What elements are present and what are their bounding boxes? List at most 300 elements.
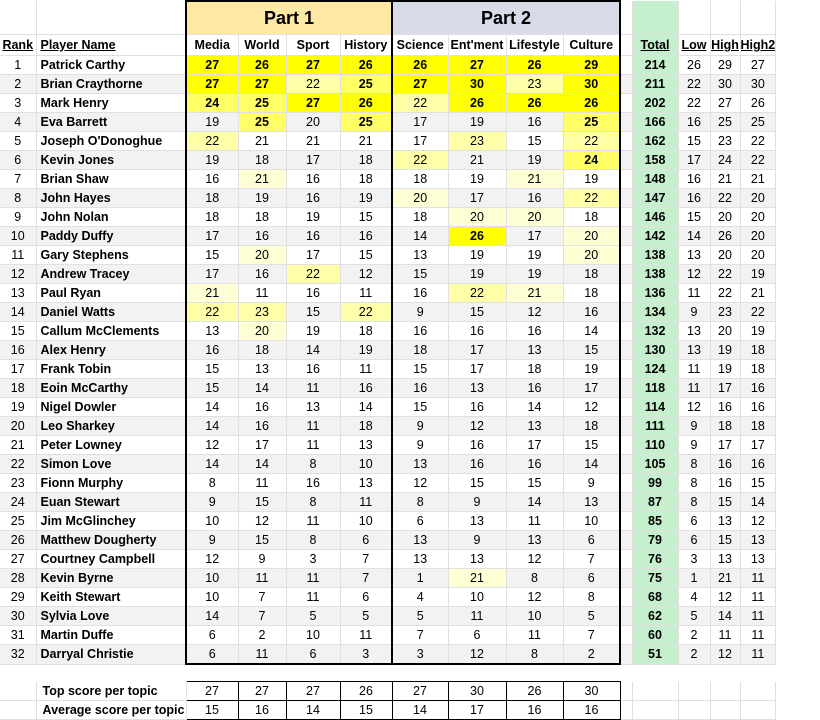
rank-cell[interactable]: 18 — [0, 379, 36, 398]
score-cell-lifestyle[interactable]: 8 — [506, 569, 563, 588]
score-cell-sport[interactable]: 13 — [286, 398, 340, 417]
empty-cell[interactable] — [632, 701, 678, 720]
score-cell-world[interactable]: 23 — [238, 303, 286, 322]
score-cell-lifestyle[interactable]: 21 — [506, 170, 563, 189]
score-cell-science[interactable]: 20 — [392, 189, 448, 208]
score-cell-sport[interactable]: 5 — [286, 607, 340, 626]
empty-cell[interactable] — [620, 341, 632, 360]
high-cell[interactable]: 16 — [710, 398, 740, 417]
score-cell-history[interactable]: 7 — [340, 550, 392, 569]
empty-cell[interactable] — [620, 1, 632, 35]
score-cell-science[interactable]: 4 — [392, 588, 448, 607]
low-cell[interactable]: 6 — [678, 512, 710, 531]
score-cell-media[interactable]: 24 — [186, 94, 238, 113]
score-cell-culture[interactable]: 24 — [563, 151, 620, 170]
score-cell-lifestyle[interactable]: 19 — [506, 151, 563, 170]
score-cell-lifestyle[interactable]: 16 — [506, 189, 563, 208]
high2-cell[interactable]: 18 — [740, 417, 776, 436]
average-score-cell[interactable]: 16 — [563, 701, 620, 720]
rank-cell[interactable]: 28 — [0, 569, 36, 588]
empty-cell[interactable] — [620, 170, 632, 189]
high2-cell[interactable]: 26 — [740, 94, 776, 113]
total-cell[interactable]: 76 — [632, 550, 678, 569]
score-cell-history[interactable]: 11 — [340, 493, 392, 512]
rank-cell[interactable]: 19 — [0, 398, 36, 417]
score-cell-sport[interactable]: 11 — [286, 417, 340, 436]
rank-cell[interactable]: 26 — [0, 531, 36, 550]
low-cell[interactable]: 5 — [678, 607, 710, 626]
empty-cell[interactable] — [620, 56, 632, 75]
score-cell-science[interactable]: 15 — [392, 398, 448, 417]
score-cell-entertainment[interactable]: 19 — [448, 170, 506, 189]
score-cell-history[interactable]: 26 — [340, 56, 392, 75]
low-cell[interactable]: 8 — [678, 455, 710, 474]
top-score-label[interactable]: Top score per topic — [36, 682, 186, 701]
empty-cell[interactable] — [620, 436, 632, 455]
score-cell-culture[interactable]: 20 — [563, 227, 620, 246]
empty-cell[interactable] — [620, 474, 632, 493]
low-cell[interactable]: 15 — [678, 132, 710, 151]
score-cell-entertainment[interactable]: 17 — [448, 189, 506, 208]
high-cell[interactable]: 26 — [710, 227, 740, 246]
score-cell-science[interactable]: 3 — [392, 645, 448, 665]
total-cell[interactable]: 105 — [632, 455, 678, 474]
score-cell-media[interactable]: 6 — [186, 626, 238, 645]
empty-cell[interactable] — [620, 75, 632, 94]
empty-cell[interactable] — [620, 208, 632, 227]
score-cell-world[interactable]: 25 — [238, 113, 286, 132]
score-cell-culture[interactable]: 19 — [563, 360, 620, 379]
high2-cell[interactable]: 20 — [740, 208, 776, 227]
player-name-cell[interactable]: Joseph O'Donoghue — [36, 132, 186, 151]
total-cell[interactable]: 62 — [632, 607, 678, 626]
score-cell-sport[interactable]: 8 — [286, 493, 340, 512]
rank-cell[interactable]: 5 — [0, 132, 36, 151]
total-cell[interactable]: 148 — [632, 170, 678, 189]
high2-cell[interactable]: 13 — [740, 550, 776, 569]
score-cell-media[interactable]: 14 — [186, 398, 238, 417]
score-cell-sport[interactable]: 11 — [286, 436, 340, 455]
topic-header-science[interactable]: Science — [392, 35, 448, 56]
low-cell[interactable]: 17 — [678, 151, 710, 170]
low-cell[interactable]: 4 — [678, 588, 710, 607]
high-cell[interactable]: 24 — [710, 151, 740, 170]
score-cell-culture[interactable]: 9 — [563, 474, 620, 493]
player-name-cell[interactable]: Alex Henry — [36, 341, 186, 360]
score-cell-lifestyle[interactable]: 19 — [506, 246, 563, 265]
total-cell[interactable]: 130 — [632, 341, 678, 360]
score-cell-science[interactable]: 26 — [392, 56, 448, 75]
score-cell-world[interactable]: 16 — [238, 417, 286, 436]
low-cell[interactable]: 3 — [678, 550, 710, 569]
score-cell-science[interactable]: 16 — [392, 379, 448, 398]
empty-cell[interactable] — [620, 360, 632, 379]
score-cell-media[interactable]: 14 — [186, 417, 238, 436]
score-cell-media[interactable]: 15 — [186, 360, 238, 379]
average-score-cell[interactable]: 16 — [238, 701, 286, 720]
rank-cell[interactable]: 10 — [0, 227, 36, 246]
low-cell[interactable]: 12 — [678, 398, 710, 417]
high2-cell[interactable]: 15 — [740, 474, 776, 493]
score-cell-media[interactable]: 10 — [186, 512, 238, 531]
score-cell-science[interactable]: 9 — [392, 303, 448, 322]
rank-cell[interactable]: 7 — [0, 170, 36, 189]
score-cell-history[interactable]: 10 — [340, 455, 392, 474]
score-cell-science[interactable]: 5 — [392, 607, 448, 626]
total-cell[interactable]: 138 — [632, 246, 678, 265]
score-cell-science[interactable]: 13 — [392, 550, 448, 569]
score-cell-science[interactable]: 16 — [392, 284, 448, 303]
score-cell-lifestyle[interactable]: 17 — [506, 436, 563, 455]
score-cell-world[interactable]: 9 — [238, 550, 286, 569]
high2-cell[interactable]: 22 — [740, 132, 776, 151]
score-cell-entertainment[interactable]: 15 — [448, 474, 506, 493]
total-cell[interactable]: 110 — [632, 436, 678, 455]
high-cell[interactable]: 21 — [710, 569, 740, 588]
score-cell-culture[interactable]: 15 — [563, 436, 620, 455]
empty-cell[interactable] — [620, 398, 632, 417]
score-cell-sport[interactable]: 22 — [286, 75, 340, 94]
score-cell-world[interactable]: 21 — [238, 132, 286, 151]
top-score-cell[interactable]: 26 — [340, 682, 392, 701]
score-cell-world[interactable]: 11 — [238, 569, 286, 588]
score-cell-entertainment[interactable]: 23 — [448, 132, 506, 151]
score-cell-world[interactable]: 18 — [238, 208, 286, 227]
score-cell-culture[interactable]: 14 — [563, 322, 620, 341]
total-cell[interactable]: 166 — [632, 113, 678, 132]
total-cell[interactable]: 79 — [632, 531, 678, 550]
high2-cell[interactable]: 19 — [740, 265, 776, 284]
score-cell-sport[interactable]: 16 — [286, 284, 340, 303]
score-cell-lifestyle[interactable]: 14 — [506, 398, 563, 417]
score-cell-entertainment[interactable]: 27 — [448, 56, 506, 75]
score-cell-entertainment[interactable]: 12 — [448, 417, 506, 436]
rank-cell[interactable]: 29 — [0, 588, 36, 607]
score-cell-culture[interactable]: 18 — [563, 265, 620, 284]
score-cell-world[interactable]: 27 — [238, 75, 286, 94]
empty-cell[interactable] — [620, 701, 632, 720]
total-cell[interactable]: 211 — [632, 75, 678, 94]
empty-cell[interactable] — [620, 132, 632, 151]
player-name-cell[interactable]: Andrew Tracey — [36, 265, 186, 284]
high2-cell[interactable]: 13 — [740, 531, 776, 550]
low-cell[interactable]: 22 — [678, 94, 710, 113]
score-cell-lifestyle[interactable]: 13 — [506, 417, 563, 436]
score-cell-culture[interactable]: 30 — [563, 75, 620, 94]
empty-cell[interactable] — [620, 512, 632, 531]
score-cell-entertainment[interactable]: 20 — [448, 208, 506, 227]
score-cell-media[interactable]: 14 — [186, 607, 238, 626]
high-cell[interactable]: 12 — [710, 645, 740, 665]
score-cell-history[interactable]: 11 — [340, 360, 392, 379]
score-cell-science[interactable]: 13 — [392, 246, 448, 265]
part2-header[interactable]: Part 2 — [392, 1, 620, 35]
total-cell[interactable]: 147 — [632, 189, 678, 208]
rank-cell[interactable]: 2 — [0, 75, 36, 94]
empty-cell[interactable] — [620, 569, 632, 588]
rank-cell[interactable]: 27 — [0, 550, 36, 569]
score-cell-history[interactable]: 22 — [340, 303, 392, 322]
score-cell-science[interactable]: 7 — [392, 626, 448, 645]
score-cell-lifestyle[interactable]: 17 — [506, 227, 563, 246]
high-cell[interactable]: 23 — [710, 303, 740, 322]
high-header[interactable]: High — [710, 35, 740, 56]
average-score-cell[interactable]: 15 — [186, 701, 238, 720]
high-cell[interactable]: 19 — [710, 360, 740, 379]
score-cell-sport[interactable]: 15 — [286, 303, 340, 322]
score-cell-lifestyle[interactable]: 12 — [506, 303, 563, 322]
low-cell[interactable]: 8 — [678, 474, 710, 493]
high2-cell[interactable]: 18 — [740, 341, 776, 360]
low-cell[interactable]: 13 — [678, 322, 710, 341]
player-name-cell[interactable]: Simon Love — [36, 455, 186, 474]
score-cell-history[interactable]: 16 — [340, 379, 392, 398]
score-cell-entertainment[interactable]: 11 — [448, 607, 506, 626]
score-cell-culture[interactable]: 15 — [563, 341, 620, 360]
score-cell-culture[interactable]: 5 — [563, 607, 620, 626]
score-cell-entertainment[interactable]: 16 — [448, 455, 506, 474]
empty-cell[interactable] — [620, 151, 632, 170]
high-cell[interactable]: 29 — [710, 56, 740, 75]
top-score-cell[interactable]: 30 — [563, 682, 620, 701]
high-cell[interactable]: 18 — [710, 417, 740, 436]
player-name-cell[interactable]: Eoin McCarthy — [36, 379, 186, 398]
high-cell[interactable]: 22 — [710, 265, 740, 284]
high2-cell[interactable]: 11 — [740, 607, 776, 626]
player-name-cell[interactable]: Sylvia Love — [36, 607, 186, 626]
score-cell-history[interactable]: 12 — [340, 265, 392, 284]
rank-cell[interactable]: 6 — [0, 151, 36, 170]
player-name-cell[interactable]: Brian Shaw — [36, 170, 186, 189]
score-cell-culture[interactable]: 29 — [563, 56, 620, 75]
rank-cell[interactable]: 30 — [0, 607, 36, 626]
empty-cell[interactable] — [36, 1, 186, 35]
score-cell-sport[interactable]: 16 — [286, 474, 340, 493]
score-cell-media[interactable]: 12 — [186, 436, 238, 455]
score-cell-history[interactable]: 13 — [340, 436, 392, 455]
score-cell-sport[interactable]: 27 — [286, 56, 340, 75]
score-cell-world[interactable]: 16 — [238, 398, 286, 417]
low-cell[interactable]: 2 — [678, 645, 710, 665]
empty-cell[interactable] — [620, 189, 632, 208]
score-cell-media[interactable]: 18 — [186, 208, 238, 227]
score-cell-lifestyle[interactable]: 11 — [506, 512, 563, 531]
score-cell-entertainment[interactable]: 21 — [448, 151, 506, 170]
high2-cell[interactable]: 27 — [740, 56, 776, 75]
high2-cell[interactable]: 25 — [740, 113, 776, 132]
score-cell-lifestyle[interactable]: 12 — [506, 588, 563, 607]
top-score-cell[interactable]: 26 — [506, 682, 563, 701]
high2-cell[interactable]: 11 — [740, 588, 776, 607]
low-cell[interactable]: 2 — [678, 626, 710, 645]
score-cell-history[interactable]: 14 — [340, 398, 392, 417]
high-cell[interactable]: 13 — [710, 512, 740, 531]
player-name-cell[interactable]: Eva Barrett — [36, 113, 186, 132]
player-name-cell[interactable]: Peter Lowney — [36, 436, 186, 455]
empty-cell[interactable] — [620, 531, 632, 550]
high-cell[interactable]: 17 — [710, 436, 740, 455]
low-header[interactable]: Low — [678, 35, 710, 56]
topic-header-entertainment[interactable]: Ent'ment — [448, 35, 506, 56]
score-cell-history[interactable]: 18 — [340, 151, 392, 170]
rank-cell[interactable]: 13 — [0, 284, 36, 303]
player-name-cell[interactable]: Jim McGlinchey — [36, 512, 186, 531]
player-name-cell[interactable]: Gary Stephens — [36, 246, 186, 265]
total-cell[interactable]: 124 — [632, 360, 678, 379]
score-cell-world[interactable]: 18 — [238, 341, 286, 360]
score-cell-history[interactable]: 15 — [340, 246, 392, 265]
score-cell-history[interactable]: 6 — [340, 531, 392, 550]
low-cell[interactable]: 16 — [678, 170, 710, 189]
score-cell-media[interactable]: 17 — [186, 265, 238, 284]
empty-cell[interactable] — [620, 607, 632, 626]
score-cell-history[interactable]: 5 — [340, 607, 392, 626]
rank-cell[interactable]: 32 — [0, 645, 36, 665]
score-cell-entertainment[interactable]: 26 — [448, 227, 506, 246]
high-cell[interactable]: 25 — [710, 113, 740, 132]
score-cell-sport[interactable]: 6 — [286, 645, 340, 665]
score-cell-world[interactable]: 11 — [238, 474, 286, 493]
score-cell-science[interactable]: 15 — [392, 360, 448, 379]
low-cell[interactable]: 9 — [678, 303, 710, 322]
empty-cell[interactable] — [710, 1, 740, 35]
player-name-cell[interactable]: Paul Ryan — [36, 284, 186, 303]
score-cell-science[interactable]: 22 — [392, 94, 448, 113]
low-cell[interactable]: 13 — [678, 246, 710, 265]
score-cell-media[interactable]: 19 — [186, 151, 238, 170]
rank-header[interactable]: Rank — [0, 35, 36, 56]
score-cell-lifestyle[interactable]: 13 — [506, 341, 563, 360]
score-cell-history[interactable]: 3 — [340, 645, 392, 665]
empty-cell[interactable] — [620, 284, 632, 303]
score-cell-culture[interactable]: 8 — [563, 588, 620, 607]
score-cell-history[interactable]: 15 — [340, 208, 392, 227]
score-cell-history[interactable]: 18 — [340, 417, 392, 436]
rank-cell[interactable]: 17 — [0, 360, 36, 379]
score-cell-entertainment[interactable]: 21 — [448, 569, 506, 588]
low-cell[interactable]: 9 — [678, 436, 710, 455]
high2-cell[interactable]: 22 — [740, 151, 776, 170]
average-score-cell[interactable]: 14 — [392, 701, 448, 720]
empty-cell[interactable] — [620, 94, 632, 113]
player-name-cell[interactable]: John Nolan — [36, 208, 186, 227]
high2-cell[interactable]: 16 — [740, 379, 776, 398]
score-cell-culture[interactable]: 14 — [563, 455, 620, 474]
score-cell-entertainment[interactable]: 26 — [448, 94, 506, 113]
score-cell-world[interactable]: 11 — [238, 284, 286, 303]
high-cell[interactable]: 27 — [710, 94, 740, 113]
score-cell-entertainment[interactable]: 19 — [448, 265, 506, 284]
high-cell[interactable]: 14 — [710, 607, 740, 626]
score-cell-media[interactable]: 14 — [186, 455, 238, 474]
topic-header-culture[interactable]: Culture — [563, 35, 620, 56]
score-cell-history[interactable]: 16 — [340, 227, 392, 246]
rank-cell[interactable]: 11 — [0, 246, 36, 265]
score-cell-media[interactable]: 10 — [186, 569, 238, 588]
total-cell[interactable]: 51 — [632, 645, 678, 665]
score-cell-history[interactable]: 18 — [340, 170, 392, 189]
total-cell[interactable]: 214 — [632, 56, 678, 75]
player-name-cell[interactable]: Mark Henry — [36, 94, 186, 113]
score-cell-culture[interactable]: 19 — [563, 170, 620, 189]
score-cell-sport[interactable]: 11 — [286, 569, 340, 588]
score-cell-entertainment[interactable]: 16 — [448, 322, 506, 341]
score-cell-sport[interactable]: 14 — [286, 341, 340, 360]
score-cell-sport[interactable]: 11 — [286, 379, 340, 398]
score-cell-sport[interactable]: 8 — [286, 531, 340, 550]
score-cell-entertainment[interactable]: 6 — [448, 626, 506, 645]
score-cell-history[interactable]: 26 — [340, 94, 392, 113]
high2-cell[interactable]: 21 — [740, 284, 776, 303]
score-cell-sport[interactable]: 17 — [286, 151, 340, 170]
score-cell-media[interactable]: 22 — [186, 132, 238, 151]
high2-cell[interactable]: 16 — [740, 398, 776, 417]
score-cell-science[interactable]: 18 — [392, 170, 448, 189]
topic-header-history[interactable]: History — [340, 35, 392, 56]
total-cell[interactable]: 202 — [632, 94, 678, 113]
empty-cell[interactable] — [678, 701, 710, 720]
rank-cell[interactable]: 1 — [0, 56, 36, 75]
score-cell-world[interactable]: 16 — [238, 227, 286, 246]
average-score-cell[interactable]: 17 — [448, 701, 506, 720]
score-cell-sport[interactable]: 16 — [286, 227, 340, 246]
high-cell[interactable]: 22 — [710, 189, 740, 208]
score-cell-media[interactable]: 9 — [186, 493, 238, 512]
score-cell-sport[interactable]: 10 — [286, 626, 340, 645]
score-cell-world[interactable]: 20 — [238, 246, 286, 265]
score-cell-science[interactable]: 1 — [392, 569, 448, 588]
empty-cell[interactable] — [620, 626, 632, 645]
player-name-cell[interactable]: Frank Tobin — [36, 360, 186, 379]
score-cell-culture[interactable]: 22 — [563, 189, 620, 208]
topic-header-media[interactable]: Media — [186, 35, 238, 56]
high2-cell[interactable]: 21 — [740, 170, 776, 189]
score-cell-sport[interactable]: 16 — [286, 189, 340, 208]
rank-cell[interactable]: 3 — [0, 94, 36, 113]
score-cell-culture[interactable]: 7 — [563, 550, 620, 569]
score-cell-entertainment[interactable]: 17 — [448, 360, 506, 379]
score-cell-lifestyle[interactable]: 15 — [506, 132, 563, 151]
score-cell-media[interactable]: 18 — [186, 189, 238, 208]
empty-cell[interactable] — [620, 322, 632, 341]
high2-cell[interactable]: 20 — [740, 227, 776, 246]
high-cell[interactable]: 20 — [710, 208, 740, 227]
player-name-cell[interactable]: Leo Sharkey — [36, 417, 186, 436]
empty-cell[interactable] — [620, 303, 632, 322]
high2-cell[interactable]: 17 — [740, 436, 776, 455]
score-cell-world[interactable]: 20 — [238, 322, 286, 341]
score-cell-media[interactable]: 9 — [186, 531, 238, 550]
empty-cell[interactable] — [620, 550, 632, 569]
low-cell[interactable]: 9 — [678, 417, 710, 436]
high-cell[interactable]: 19 — [710, 341, 740, 360]
average-score-cell[interactable]: 14 — [286, 701, 340, 720]
score-cell-science[interactable]: 14 — [392, 227, 448, 246]
score-cell-lifestyle[interactable]: 26 — [506, 94, 563, 113]
score-cell-sport[interactable]: 11 — [286, 512, 340, 531]
score-cell-science[interactable]: 16 — [392, 322, 448, 341]
rank-cell[interactable]: 31 — [0, 626, 36, 645]
total-cell[interactable]: 134 — [632, 303, 678, 322]
total-cell[interactable]: 87 — [632, 493, 678, 512]
score-cell-sport[interactable]: 3 — [286, 550, 340, 569]
score-cell-entertainment[interactable]: 17 — [448, 341, 506, 360]
score-cell-science[interactable]: 22 — [392, 151, 448, 170]
empty-cell[interactable] — [620, 682, 632, 701]
score-cell-history[interactable]: 25 — [340, 113, 392, 132]
high-cell[interactable]: 13 — [710, 550, 740, 569]
score-cell-world[interactable]: 18 — [238, 151, 286, 170]
